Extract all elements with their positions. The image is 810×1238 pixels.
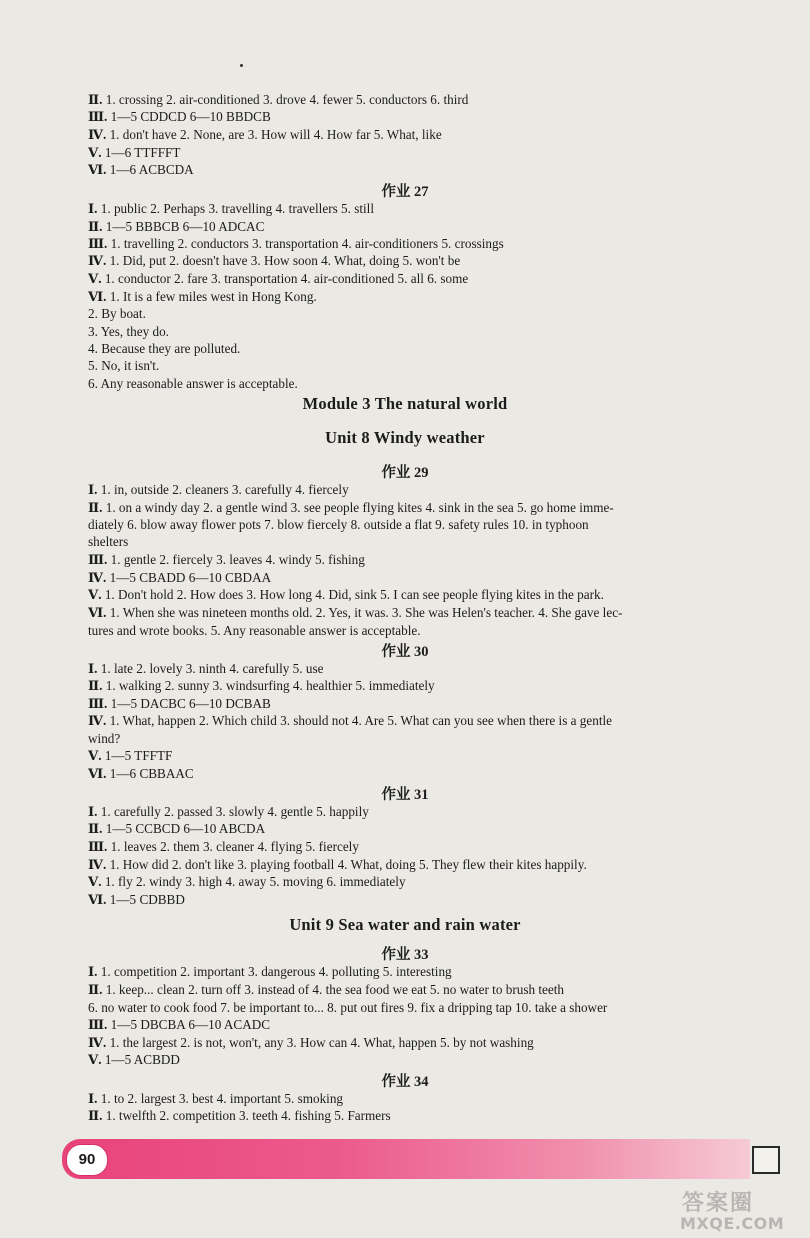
answer-line: Ⅳ. 1—5 CBADD 6—10 CBDAA bbox=[88, 570, 272, 585]
section-numeral: Ⅰ. bbox=[88, 661, 98, 676]
answer-line: 2. By boat. bbox=[88, 306, 146, 321]
section-numeral: Ⅴ. bbox=[88, 1052, 102, 1067]
watermark-title: 答案圈 bbox=[682, 1191, 755, 1216]
section-numeral: Ⅴ. bbox=[88, 748, 102, 763]
section-numeral: Ⅱ. bbox=[88, 821, 103, 836]
answer-line: Ⅲ. 1. travelling 2. conductors 3. transportation 4. air-conditioners 5. crossings bbox=[88, 236, 504, 251]
answer-line: shelters bbox=[88, 534, 129, 549]
answer-line: 4. Because they are polluted. bbox=[88, 341, 241, 356]
answer-line: 5. No, it isn't. bbox=[88, 358, 160, 373]
section-numeral: Ⅴ. bbox=[88, 587, 102, 602]
section-numeral: Ⅴ. bbox=[88, 145, 102, 160]
section-numeral: Ⅴ. bbox=[88, 271, 102, 286]
homework-heading: 作业 33 bbox=[381, 947, 429, 963]
answer-line: Ⅵ. 1. When she was nineteen months old. 2. Yes, it was. 3. She was Helen's teacher. 4. She gave lec- bbox=[88, 605, 623, 620]
section-numeral: Ⅲ. bbox=[88, 236, 108, 251]
answer-line: 3. Yes, they do. bbox=[88, 324, 169, 339]
answer-line: wind? bbox=[88, 731, 121, 746]
answer-line: 6. Any reasonable answer is acceptable. bbox=[88, 376, 298, 391]
answer-line: Ⅱ. 1—5 CCBCD 6—10 ABCDA bbox=[88, 821, 266, 836]
watermark-logo bbox=[680, 1188, 800, 1234]
answer-line: Ⅳ. 1. the largest 2. is not, won't, any 3. How can 4. What, happen 5. by not washing bbox=[88, 1035, 534, 1050]
module-heading: Module 3 The natural world bbox=[302, 394, 508, 413]
section-numeral: Ⅳ. bbox=[88, 1035, 107, 1050]
answer-line: Ⅲ. 1—5 DACBC 6—10 DCBAB bbox=[88, 696, 271, 711]
answer-line: Ⅲ. 1. leaves 2. them 3. cleaner 4. flying 5. fiercely bbox=[88, 839, 359, 854]
section-numeral: Ⅰ. bbox=[88, 201, 98, 216]
section-numeral: Ⅲ. bbox=[88, 696, 108, 711]
answer-line: Ⅵ. 1—5 CDBBD bbox=[88, 892, 185, 907]
answer-line: Ⅰ. 1. carefully 2. passed 3. slowly 4. gentle 5. happily bbox=[88, 804, 369, 819]
answer-line: Ⅴ. 1. fly 2. windy 3. high 4. away 5. moving 6. immediately bbox=[88, 874, 406, 889]
answer-line: Ⅵ. 1—6 ACBCDA bbox=[88, 162, 194, 177]
section-numeral: Ⅳ. bbox=[88, 253, 107, 268]
answer-line: Ⅴ. 1. Don't hold 2. How does 3. How long 4. Did, sink 5. I can see people flying kites in the park. bbox=[88, 587, 604, 602]
answer-line: Ⅲ. 1. gentle 2. fiercely 3. leaves 4. windy 5. fishing bbox=[88, 552, 365, 567]
answer-line: Ⅰ. 1. in, outside 2. cleaners 3. carefully 4. fiercely bbox=[88, 482, 349, 497]
answer-line: Ⅵ. 1. It is a few miles west in Hong Kong. bbox=[88, 289, 317, 304]
section-numeral: Ⅳ. bbox=[88, 857, 107, 872]
answer-line: Ⅴ. 1—5 ACBDD bbox=[88, 1052, 180, 1067]
section-numeral: Ⅱ. bbox=[88, 92, 103, 107]
answer-line: Ⅳ. 1. How did 2. don't like 3. playing football 4. What, doing 5. They flew their kites happily. bbox=[88, 857, 587, 872]
section-numeral: Ⅵ. bbox=[88, 605, 107, 620]
section-numeral: Ⅱ. bbox=[88, 1108, 103, 1123]
section-numeral: Ⅱ. bbox=[88, 982, 103, 997]
corner-box-icon bbox=[752, 1146, 780, 1174]
section-numeral: Ⅲ. bbox=[88, 109, 108, 124]
answer-line: Ⅴ. 1—5 TFFTF bbox=[88, 748, 173, 763]
answer-line: Ⅱ. 1. twelfth 2. competition 3. teeth 4. fishing 5. Farmers bbox=[88, 1108, 391, 1123]
section-numeral: Ⅱ. bbox=[88, 500, 103, 515]
answer-line: Ⅱ. 1—5 BBBCB 6—10 ADCAC bbox=[88, 219, 265, 234]
answer-line: Ⅰ. 1. to 2. largest 3. best 4. important 5. smoking bbox=[88, 1091, 344, 1106]
homework-heading: 作业 29 bbox=[381, 465, 429, 481]
answer-line: Ⅰ. 1. competition 2. important 3. dangerous 4. polluting 5. interesting bbox=[88, 964, 452, 979]
answer-line: Ⅴ. 1—6 TTFFFT bbox=[88, 145, 181, 160]
answer-line: Ⅱ. 1. on a windy day 2. a gentle wind 3. see people flying kites 4. sink in the sea 5. go home imme- bbox=[88, 500, 614, 515]
homework-heading: 作业 31 bbox=[381, 787, 429, 803]
answer-line: Ⅴ. 1. conductor 2. fare 3. transportation 4. air-conditioned 5. all 6. some bbox=[88, 271, 469, 286]
answer-line: Ⅰ. 1. late 2. lovely 3. ninth 4. carefully 5. use bbox=[88, 661, 324, 676]
footer-bar bbox=[62, 1139, 750, 1179]
answer-line: Ⅳ. 1. What, happen 2. Which child 3. should not 4. Are 5. What can you see when there is a gentle bbox=[88, 713, 613, 728]
answer-line: tures and wrote books. 5. Any reasonable answer is acceptable. bbox=[88, 623, 421, 638]
section-numeral: Ⅲ. bbox=[88, 1017, 108, 1032]
section-numeral: Ⅵ. bbox=[88, 162, 107, 177]
section-numeral: Ⅲ. bbox=[88, 839, 108, 854]
section-numeral: Ⅲ. bbox=[88, 552, 108, 567]
answer-line: Ⅲ. 1—5 DBCBA 6—10 ACADC bbox=[88, 1017, 271, 1032]
section-numeral: Ⅱ. bbox=[88, 678, 103, 693]
answer-line: Ⅵ. 1—6 CBBAAC bbox=[88, 766, 194, 781]
section-numeral: Ⅰ. bbox=[88, 804, 98, 819]
section-numeral: Ⅰ. bbox=[88, 964, 98, 979]
section-numeral: Ⅵ. bbox=[88, 892, 107, 907]
answer-line: 6. no water to cook food 7. be important to... 8. put out fires 9. fix a dripping tap 10. take a shower bbox=[88, 1000, 608, 1015]
page-number: 90 bbox=[66, 1144, 108, 1176]
section-numeral: Ⅰ. bbox=[88, 1091, 98, 1106]
answer-line: Ⅲ. 1—5 CDDCD 6—10 BBDCB bbox=[88, 109, 271, 124]
watermark-url: MXQE.COM bbox=[680, 1214, 785, 1233]
answer-line: Ⅱ. 1. crossing 2. air-conditioned 3. drove 4. fewer 5. conductors 6. third bbox=[88, 92, 469, 107]
ink-dot bbox=[240, 64, 243, 67]
section-numeral: Ⅱ. bbox=[88, 219, 103, 234]
answer-line: Ⅳ. 1. Did, put 2. doesn't have 3. How soon 4. What, doing 5. won't be bbox=[88, 253, 461, 268]
section-numeral: Ⅵ. bbox=[88, 289, 107, 304]
section-numeral: Ⅰ. bbox=[88, 482, 98, 497]
answer-line: diately 6. blow away flower pots 7. blow fiercely 8. outside a flat 9. safety rules 10. in typhoon bbox=[88, 517, 589, 532]
unit-heading: Unit 8 Windy weather bbox=[325, 428, 485, 447]
section-numeral: Ⅳ. bbox=[88, 570, 107, 585]
homework-heading: 作业 27 bbox=[381, 184, 429, 200]
homework-heading: 作业 30 bbox=[381, 644, 429, 660]
section-numeral: Ⅴ. bbox=[88, 874, 102, 889]
section-numeral: Ⅵ. bbox=[88, 766, 107, 781]
section-numeral: Ⅳ. bbox=[88, 127, 107, 142]
answer-line: Ⅱ. 1. keep... clean 2. turn off 3. instead of 4. the sea food we eat 5. no water to brush teeth bbox=[88, 982, 564, 997]
answer-line: Ⅱ. 1. walking 2. sunny 3. windsurfing 4. healthier 5. immediately bbox=[88, 678, 435, 693]
answer-line: Ⅳ. 1. don't have 2. None, are 3. How will 4. How far 5. What, like bbox=[88, 127, 442, 142]
homework-heading: 作业 34 bbox=[381, 1074, 429, 1090]
unit-heading: Unit 9 Sea water and rain water bbox=[289, 915, 521, 934]
section-numeral: Ⅳ. bbox=[88, 713, 107, 728]
answer-line: Ⅰ. 1. public 2. Perhaps 3. travelling 4. travellers 5. still bbox=[88, 201, 374, 216]
